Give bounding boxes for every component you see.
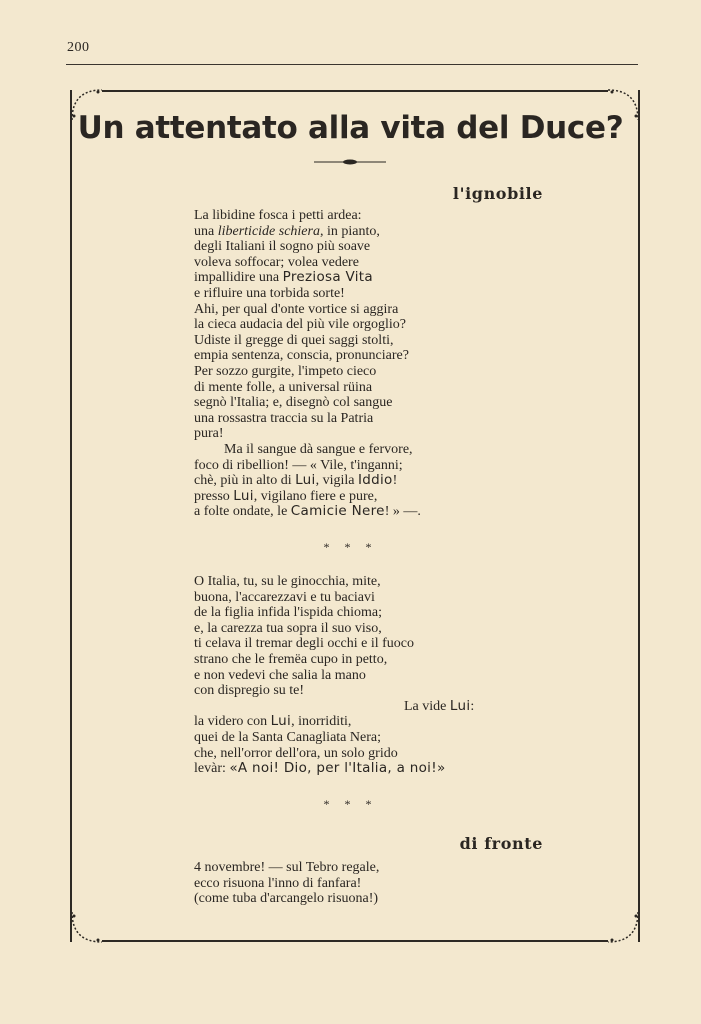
poem-line: e rifluire una torbida sorte! [194,285,345,301]
poem-line: de la figlia infida l'ispida chioma; [194,605,382,621]
poem-line: buona, l'accarezzavi e tu baciavi [194,589,375,605]
poem-fragment: Iddio [357,472,393,489]
poem-line: quei de la Santa Canagliata Nera; [194,729,381,745]
poem-fragment: Preziosa Vita [282,269,373,286]
poem-line: segnò l'Italia; e, disegnò col sangue [194,395,393,411]
poem-line: O Italia, tu, su le ginocchia, mite, [194,574,381,589]
page-title: Un attentato alla vita del Duce? [77,110,624,146]
section-heading: di fronte [459,834,543,853]
poem-line: la videro con Lui, inorriditi, [194,713,352,730]
poem-line: impallidire una Preziosa Vita [194,269,373,286]
poem-line: Per sozzo gurgite, l'impeto cieco [194,363,377,379]
poem-line [194,442,574,458]
poem-line: ti celava il tremar degli occhi e il fuoco [194,636,415,652]
poem-fragment: La vide [404,698,450,714]
poem-fragment: Lui [295,472,316,489]
poem-line: foco di ribellion! — « Vile, t'inganni; [194,457,403,473]
poem-line: pura! [194,426,224,442]
poem-line: con dispregio su te! [194,683,305,699]
poem-line: una liberticide schiera, in pianto, [194,223,380,239]
poem-line: che, nell'orror dell'ora, un solo grido [194,745,398,761]
corner-ornament-icon [606,910,642,946]
page-number: 200 [67,40,90,55]
poem-line: chè, più in alto di Lui, vigila Iddio! [194,472,398,489]
poem-stanza [194,860,574,907]
poem-stanza [194,574,574,777]
asterism: * * * [323,540,378,554]
poem-line: la cieca audacia del più vile orgoglio? [194,317,406,333]
poem-fragment: Camicie Nere [290,503,385,520]
poem-fragment: liberticide schiera [217,223,320,239]
poem-fragment: Lui [449,697,471,714]
corner-ornament-icon [68,910,104,946]
section-heading: l'ignobile [452,184,543,203]
poem-line: degli Italiani il sogno più soave [194,239,371,255]
divider-ornament-icon [310,157,390,167]
poem-fragment: Ma il sangue dà sangue e fervore, [224,441,413,457]
poem-line: levàr: «A noi! Dio, per l'Italia, a noi!» [194,760,446,777]
poem-line: presso Lui, vigilano fiere e pure, [194,487,378,504]
poem-line: e, la carezza tua sopra il suo viso, [194,620,382,636]
frame-top-rule [102,90,608,92]
asterism: * * * [323,797,378,811]
poem-line: strano che le fremëa cupo in petto, [194,651,388,667]
poem-line: e non vedevi che salia la mano [194,667,366,683]
header-rule [66,64,638,65]
poem-fragment: «A noi! Dio, per l'Italia, a noi!» [229,760,446,777]
poem-line: La vide Lui: [404,697,475,714]
frame-bottom-rule [102,940,608,942]
poem-line: La libidine fosca i petti ardea: [194,208,362,223]
poem-line: ecco risuona l'inno di fanfara! [194,875,362,891]
poem-line: una rossastra traccia su la Patria [194,410,374,426]
poem-fragment: Lui [233,487,254,504]
poem-line: Udiste il gregge di quei saggi stolti, [194,332,394,348]
poem-line: (come tuba d'arcangelo risuona!) [194,891,379,907]
poem-line: Ahi, per qual d'onte vortice si aggira [194,301,399,317]
poem-stanza [194,208,574,520]
poem-line: empia sentenza, conscia, pronunciare? [194,348,409,364]
poem-line: a folte ondate, le Camicie Nere! » —. [194,503,421,520]
poem-fragment: Lui [270,713,292,730]
poem-line: di mente folle, a universal rüina [194,379,373,395]
poem-line: 4 novembre! — sul Tebro regale, [194,860,380,875]
poem-line: voleva soffocar; volea vedere [194,254,359,270]
